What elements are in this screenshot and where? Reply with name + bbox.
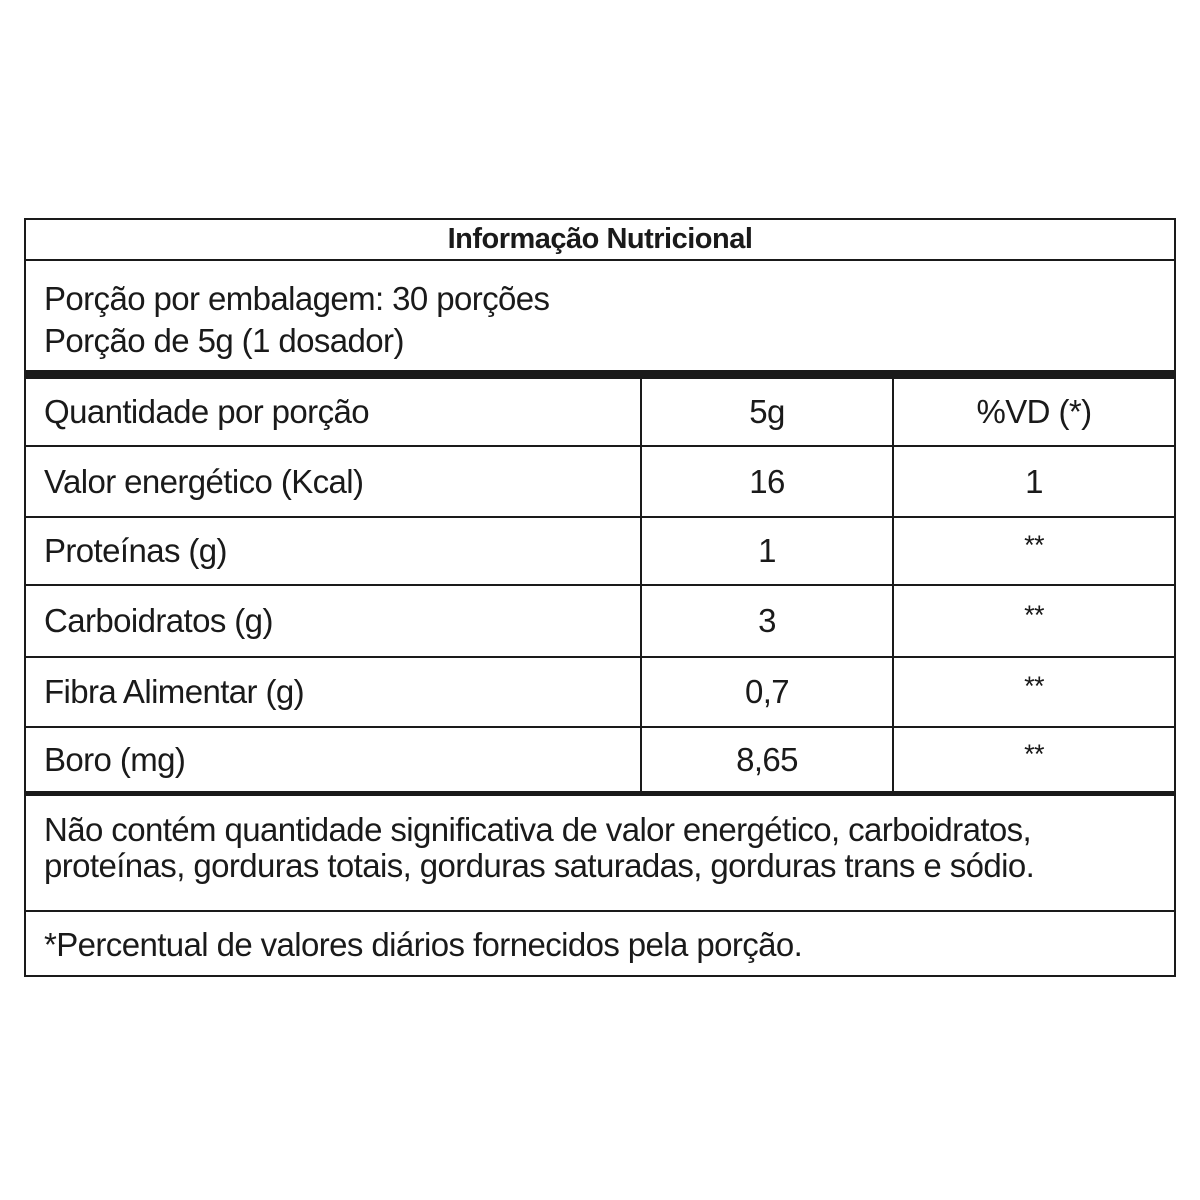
nutrient-daily-value: 1 [893, 446, 1174, 517]
daily-value-not-established: ** [1024, 738, 1044, 769]
table-row [26, 585, 1174, 657]
daily-value-not-established: ** [1024, 600, 1044, 630]
table-row [26, 727, 1174, 791]
header-label: Quantidade por porção [26, 379, 641, 446]
nutrient-amount: 8,65 [641, 727, 893, 791]
table-row [26, 657, 1174, 727]
nutrient-amount: 3 [641, 585, 893, 657]
nutrient-amount: 16 [641, 446, 893, 517]
nutrient-amount: 0,7 [641, 657, 893, 727]
nutrient-amount: 1 [641, 517, 893, 585]
nutrient-label: Valor energético (Kcal) [26, 446, 641, 517]
serving-size: Porção de 5g (1 dosador) [44, 322, 404, 359]
daily-value-not-established: ** [1024, 671, 1044, 701]
divider [26, 910, 1174, 912]
nutrition-table [26, 379, 1174, 791]
nutrient-daily-value [893, 517, 1174, 585]
daily-value-footnote: *Percentual de valores diários fornecidos pela porção. [44, 926, 803, 963]
nutrient-label: Fibra Alimentar (g) [26, 657, 641, 727]
thick-divider [26, 370, 1174, 379]
note-line: Não contém quantidade significativa de valor energético, carboidratos, [44, 811, 1032, 848]
nutrient-daily-value [893, 657, 1174, 727]
nutrient-label: Boro (mg) [44, 740, 186, 778]
insignificant-amounts-note [44, 812, 1164, 884]
nutrient-label: Proteínas (g) [26, 517, 641, 585]
table-row [26, 446, 1174, 517]
thick-divider [26, 791, 1174, 796]
servings-per-package: Porção por embalagem: 30 porções [44, 280, 550, 317]
label-title: Informação Nutricional [26, 220, 1174, 261]
daily-value-not-established: ** [1024, 530, 1044, 560]
serving-info [44, 278, 549, 362]
header-daily-value: %VD (*) [893, 379, 1174, 446]
nutrition-facts-label [24, 218, 1176, 977]
nutrient-daily-value [893, 585, 1174, 657]
table-header-row [26, 379, 1174, 446]
note-line: proteínas, gorduras totais, gorduras saturadas, gorduras trans e sódio. [44, 847, 1035, 884]
nutrient-daily-value [893, 727, 1174, 791]
header-amount: 5g [641, 379, 893, 446]
table-row [26, 517, 1174, 585]
nutrient-label: Carboidratos (g) [26, 585, 641, 657]
